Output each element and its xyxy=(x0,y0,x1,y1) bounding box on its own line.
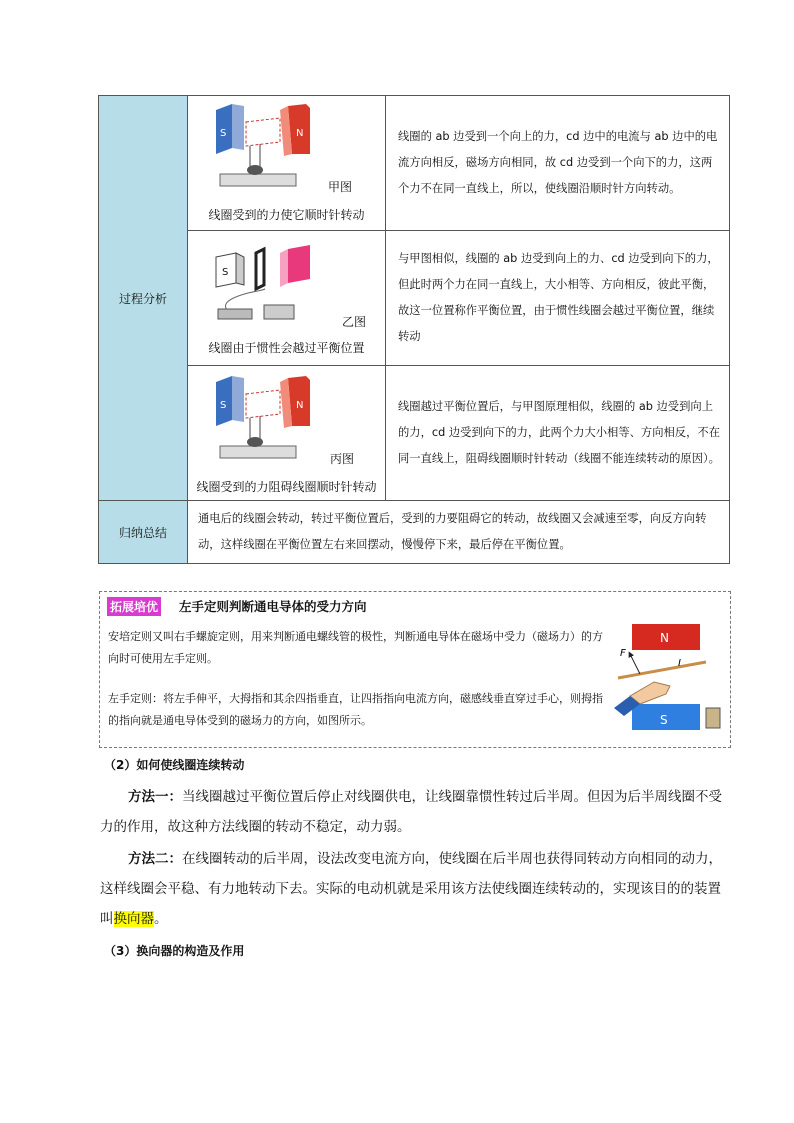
extension-title: 左手定则判断通电导体的受力方向 xyxy=(179,599,367,614)
figure-yi xyxy=(188,231,386,366)
left-hand-rule-figure xyxy=(610,616,728,740)
figure-bing xyxy=(188,366,386,501)
analysis-text: 线圈的 ab 边受到一个向上的力，cd 边中的电流与 ab 边中的电流方向相反，磁场方向相同，故 cd 边受到一个向下的力，这两个力不在同一直线上，所以，使线圈沿顺时针方向转动。 xyxy=(386,96,730,231)
s-pole-label: S xyxy=(660,713,668,727)
summary-text: 通电后的线圈会转动，转过平衡位置后，受到的力要阻碍它的转动，故线圈又会减速至零，向反方向转动，这样线圈在平衡位置左右来回摆动，慢慢停下来，最后停在平衡位置。 xyxy=(188,501,730,564)
s-label: S xyxy=(222,267,229,278)
analysis-text: 线圈越过平衡位置后，与甲图原理相似，线圈的 ab 边受到向上的力，cd 边受到向下的力，此两个力大小相等、方向相反，不在同一直线上，阻碍线圈顺时针转动（线圈不能连续转动的原因）。 xyxy=(386,366,730,501)
method-1-label: 方法一： xyxy=(128,789,182,805)
process-table xyxy=(98,95,730,564)
method-2-end: 。 xyxy=(154,911,168,927)
figure-tag: 甲图 xyxy=(328,180,353,194)
figure-tag: 丙图 xyxy=(330,452,355,466)
summary-label: 归纳总结 xyxy=(99,501,188,564)
figure-caption: 线圈受到的力阻碍线圈顺时针转动 xyxy=(196,480,377,494)
n-label: N xyxy=(296,400,304,411)
section-2-heading: （2）如何使线圈连续转动 xyxy=(104,758,245,772)
s-label: S xyxy=(220,128,227,139)
method-1-text: 当线圈越过平衡位置后停止对线圈供电，让线圈靠惯性转过后半周。但因为后半周线圈不受力的作用，故这种方法线圈的转动不稳定，动力弱。 xyxy=(100,789,722,835)
method-2-label: 方法二： xyxy=(128,851,182,867)
extension-tag: 拓展培优 xyxy=(107,597,161,616)
extension-box xyxy=(99,591,731,748)
force-label: F xyxy=(620,648,626,659)
process-label: 过程分析 xyxy=(99,96,188,501)
s-label: S xyxy=(220,400,227,411)
section-3-heading: （3）换向器的构造及作用 xyxy=(104,944,245,958)
extension-paragraph: 左手定则：将左手伸平，大拇指和其余四指垂直，让四指指向电流方向，磁感线垂直穿过手心，则拇指的指向就是通电导体受到的磁场力的方向，如图所示。 xyxy=(108,692,603,727)
method-1-paragraph xyxy=(100,782,732,842)
figure-tag: 乙图 xyxy=(342,315,367,329)
n-label: N xyxy=(296,128,304,139)
method-2-text: 在线圈转动的后半周，设法改变电流方向，使线圈在后半周也获得同转动方向相同的动力，这样线圈会平稳、有力地转动下去。实际的电动机就是采用该方法使线圈连续转动的，实现该目的的装置叫 xyxy=(100,851,722,927)
extension-paragraph: 安培定则又叫右手螺旋定则，用来判断通电螺线管的极性，判断通电导体在磁场中受力（磁场力）的方向时可使用左手定则。 xyxy=(108,630,603,665)
method-2-paragraph xyxy=(100,844,732,934)
commutator-highlight: 换向器 xyxy=(113,911,154,927)
figure-caption: 线圈受到的力使它顺时针转动 xyxy=(208,208,365,222)
figure-jia xyxy=(188,96,386,231)
n-pole-label: N xyxy=(660,631,669,645)
figure-caption: 线圈由于惯性会越过平衡位置 xyxy=(208,341,365,355)
current-label: I xyxy=(678,658,681,669)
analysis-text: 与甲图相似，线圈的 ab 边受到向上的力、cd 边受到向下的力，但此时两个力在同一直线上，大小相等、方向相反，彼此平衡，故这一位置称作平衡位置，由于惯性线圈会越过平衡位置，继续转动 xyxy=(386,231,730,366)
